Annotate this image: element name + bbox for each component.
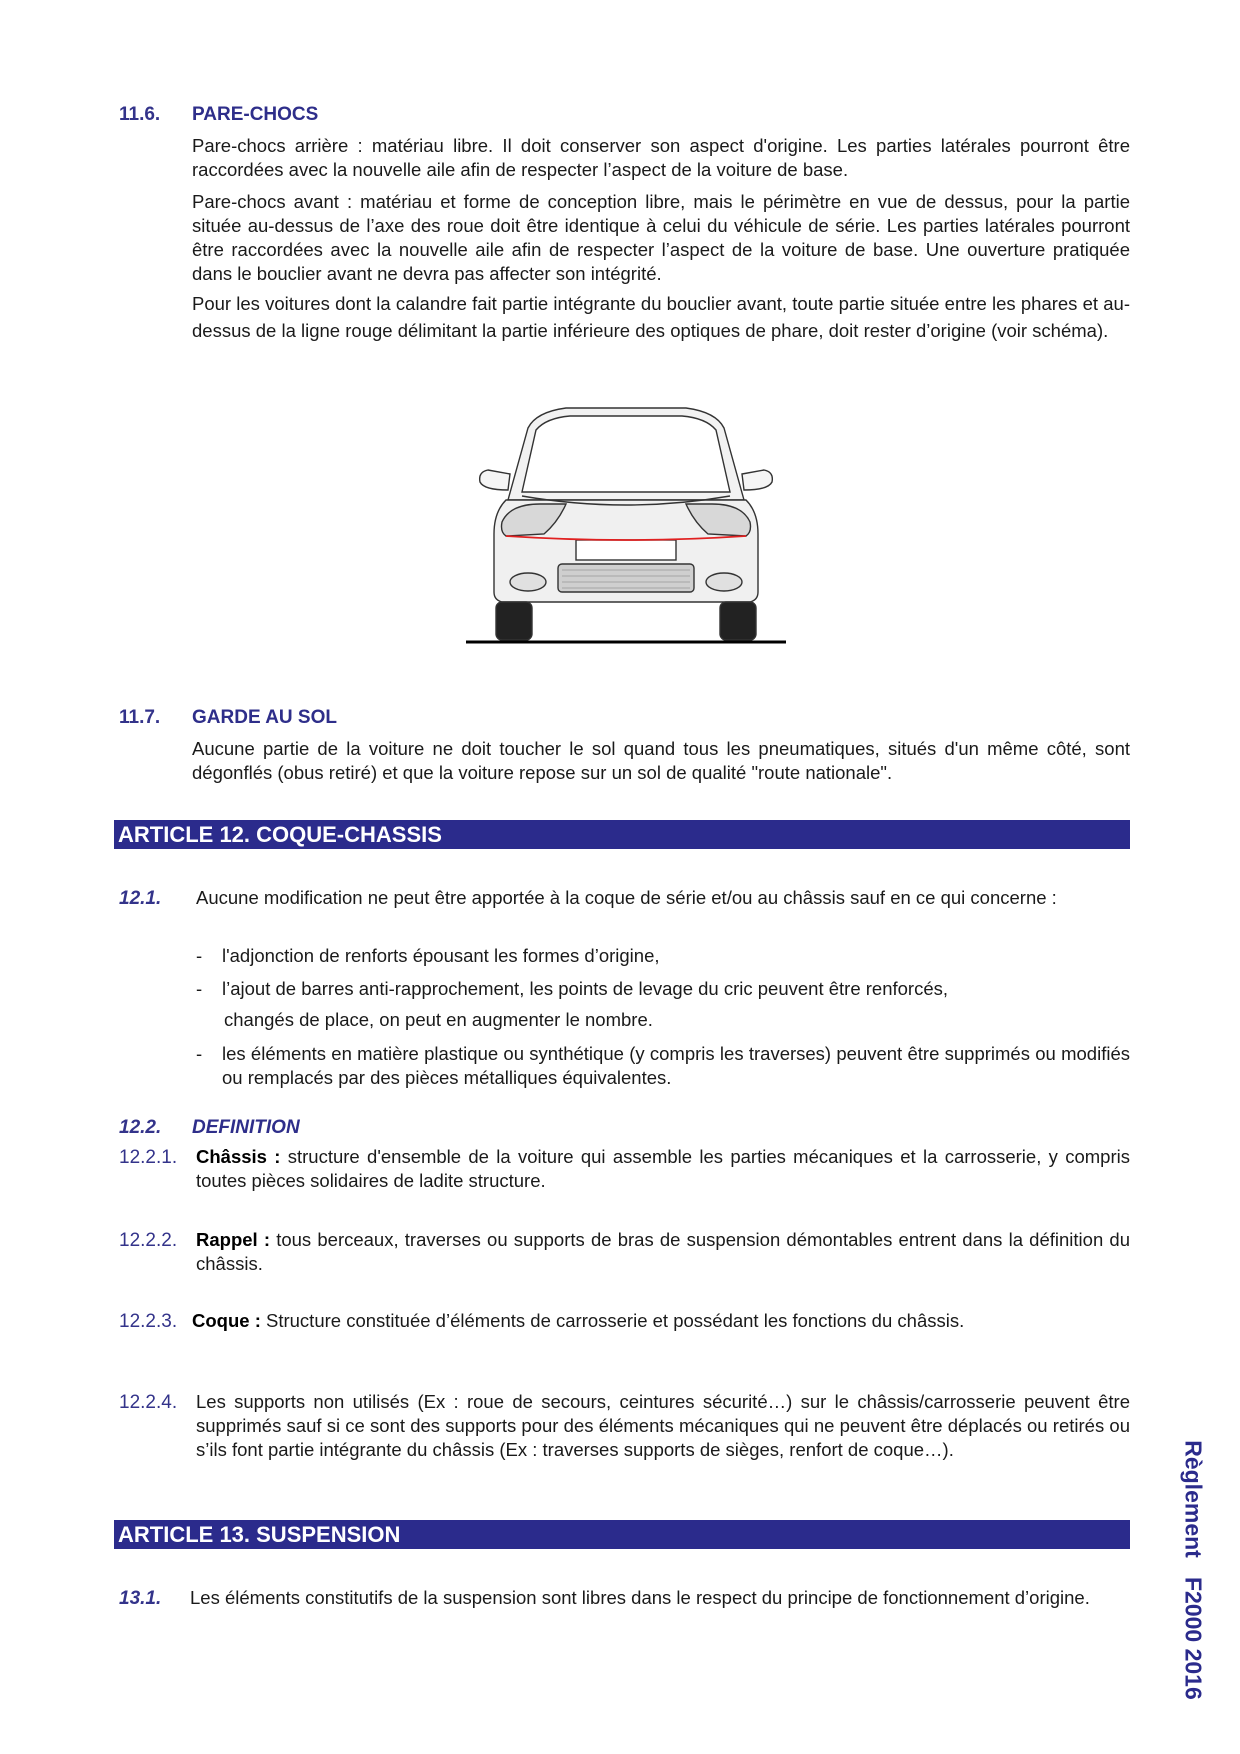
section-title: GARDE AU SOL (192, 707, 337, 728)
paragraph (196, 1228, 1130, 1276)
bullet-dash: - (196, 1043, 203, 1064)
definition-text: Structure constituée d’éléments de carrosserie et possédant les fonctions du châssis. (260, 1310, 965, 1331)
sidebar-text: Règlement F2000 2016 (1180, 1440, 1207, 1700)
bullet-item-continued: changés de place, on peut en augmenter le nombre. (224, 1009, 653, 1030)
paragraph (196, 1145, 1130, 1193)
section-number: 12.2. (119, 1117, 162, 1138)
bullet-item: l'adjonction de renforts épousant les formes d’origine, (222, 945, 660, 966)
section-title: PARE-CHOCS (192, 104, 319, 125)
section-title: DEFINITION (192, 1117, 300, 1138)
paragraph: Pare-chocs avant : matériau et forme de conception libre, mais le périmètre en vue de dessus, pour la partie située au-dessus de l’axe des roue doit être identique à celui du véhicule de série. Les parties latérales pourront être raccordées avec la nouvelle aile afin de respecter l’aspect de la voiture de base. Une ouverture pratiquée dans le bouclier avant ne devra pas affecter son intégrité. (192, 191, 1130, 284)
bullet-dash: - (196, 978, 203, 999)
term: Châssis : (196, 1146, 281, 1167)
bullet-item: l’ajout de barres anti-rapprochement, les points de levage du cric peuvent être renforcés, (222, 978, 949, 999)
term: Coque : (192, 1310, 261, 1331)
section-number: 11.6. (119, 104, 161, 125)
car-front-diagram (466, 404, 786, 650)
section-number: 13.1. (119, 1588, 162, 1609)
section-number: 11.7. (119, 707, 161, 728)
section-number: 12.2.3. (119, 1311, 178, 1332)
bullet-dash: - (196, 945, 203, 966)
section-number: 12.2.2. (119, 1230, 178, 1251)
sidebar-label (1178, 1420, 1208, 1720)
paragraph: Les éléments constitutifs de la suspension sont libres dans le respect du principe de fonctionnement d’origine. (190, 1587, 1090, 1608)
term: Rappel : (196, 1229, 271, 1250)
paragraph: Aucune partie de la voiture ne doit toucher le sol quand tous les pneumatiques, situés d'un même côté, sont dégonflés (obus retiré) et que la voiture repose sur un sol de qualité "route nationale". (192, 738, 1130, 783)
definition-text: tous berceaux, traverses ou supports de bras de suspension démontables entrent dans la définition du châssis. (196, 1229, 1130, 1274)
article-header: ARTICLE 12. COQUE-CHASSIS (114, 820, 1130, 849)
paragraph: Pour les voitures dont la calandre fait partie intégrante du bouclier avant, toute partie située entre les phares et au-dessus de la ligne rouge délimitant la partie inférieure des optiques de phare, doit rester d’origine (voir schéma). (192, 293, 1130, 341)
definition-text: structure d'ensemble de la voiture qui assemble les parties mécaniques et la carrosserie, y compris toutes pièces solidaires de ladite structure. (196, 1146, 1130, 1191)
bullet-item: les éléments en matière plastique ou synthétique (y compris les traverses) peuvent être supprimés ou modifiés ou remplacés par des pièces métalliques équivalentes. (222, 1043, 1130, 1088)
paragraph: Pare-chocs arrière : matériau libre. Il doit conserver son aspect d'origine. Les parties latérales pourront être raccordées avec la nouvelle aile afin de respecter l’aspect de la voiture de base. (192, 135, 1130, 180)
paragraph: Aucune modification ne peut être apportée à la coque de série et/ou au châssis sauf en ce qui concerne : (196, 887, 1057, 908)
paragraph (192, 1309, 1130, 1333)
paragraph: Les supports non utilisés (Ex : roue de secours, ceintures sécurité…) sur le châssis/carrosserie peuvent être supprimés sauf si ce sont des supports pour des éléments mécaniques qui ne peuvent être déplacés ou retirés ou s’ils font partie intégrante du châssis (Ex : traverses supports de sièges, renfort de coque…). (196, 1391, 1130, 1460)
section-number: 12.1. (119, 888, 162, 909)
article-header: ARTICLE 13. SUSPENSION (114, 1520, 1130, 1549)
section-number: 12.2.1. (119, 1147, 178, 1168)
section-number: 12.2.4. (119, 1392, 178, 1413)
